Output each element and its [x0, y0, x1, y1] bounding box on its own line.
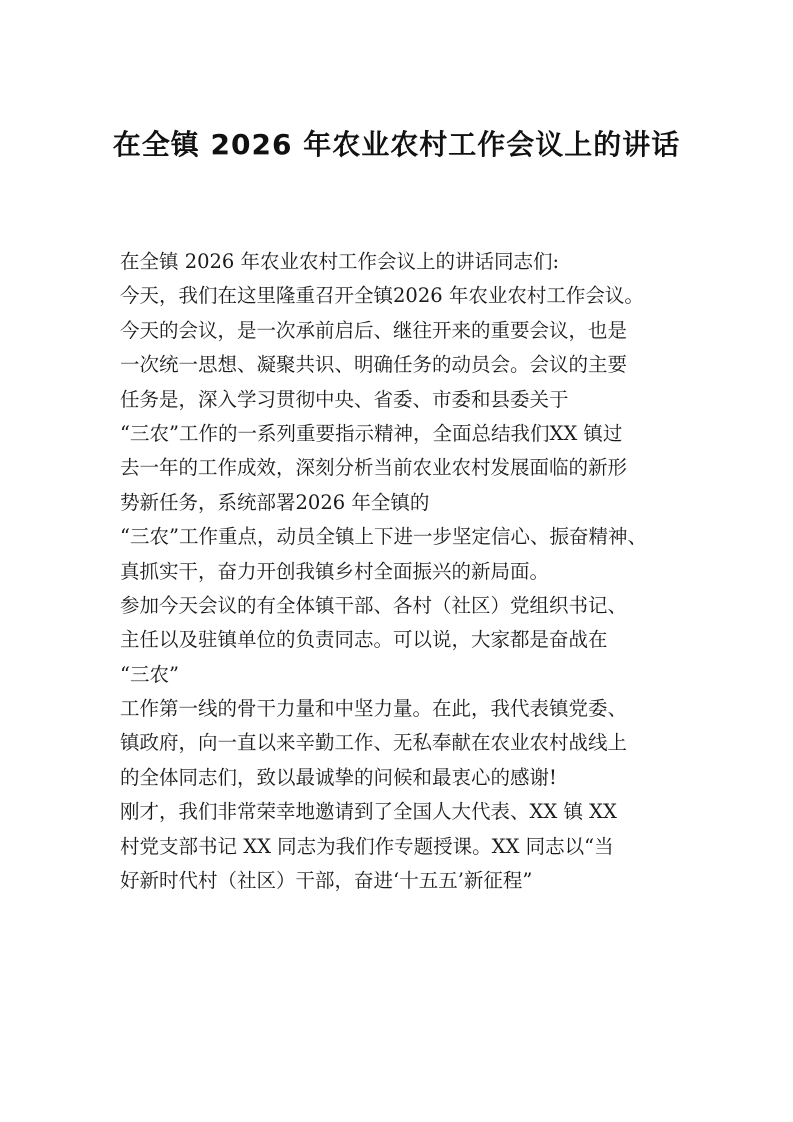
text-line: “三农”工作重点，动员全镇上下进一步坚定信心、振奋精神、: [120, 525, 647, 549]
text-line: 任务是，深入学习贯彻中央、省委、市委和县委关于: [120, 387, 569, 411]
text-line: “三农”: [120, 662, 179, 686]
text-line: 刚才，我们非常荣幸地邀请到了全国人大代表、XX 镇 XX: [120, 800, 617, 824]
text-line: 今天，我们在这里隆重召开全镇2026 年农业农村工作会议。: [120, 284, 644, 308]
text-line: 去一年的工作成效，深刻分析当前农业农村发展面临的新形: [120, 456, 628, 480]
text-line: 村党支部书记 XX 同志为我们作专题授课。XX 同志以“当: [120, 834, 614, 858]
text-line: 的全体同志们，致以最诚挚的问候和最衷心的感谢!: [120, 765, 557, 789]
text-line: 在全镇 2026 年农业农村工作会议上的讲话同志们:: [120, 250, 560, 273]
text-line: 参加今天会议的有全体镇干部、各村（社区）党组织书记、: [120, 593, 628, 617]
document-title: 在全镇 2026 年农业农村工作会议上的讲话: [112, 128, 681, 161]
text-line: 今天的会议，是一次承前启后、继往开来的重要会议，也是: [120, 318, 628, 342]
text-line: 真抓实干，奋力开创我镇乡村全面振兴的新局面。: [120, 559, 550, 583]
text-line: 工作第一线的骨干力量和中坚力量。在此，我代表镇党委、: [120, 697, 628, 721]
text-line: 主任以及驻镇单位的负责同志。可以说，大家都是奋战在: [120, 628, 608, 652]
text-line: 好新时代村（社区）干部，奋进‘十五五’新征程”: [120, 869, 533, 893]
text-line: 势新任务，系统部署2026 年全镇的: [120, 490, 430, 514]
document-body: [120, 245, 680, 898]
text-line: 一次统一思想、凝聚共识、明确任务的动员会。会议的主要: [120, 353, 628, 377]
text-line: 镇政府，向一直以来辛勤工作、无私奉献在农业农村战线上: [120, 731, 628, 755]
text-line: “三农”工作的一系列重要指示精神，全面总结我们XX 镇过: [120, 421, 623, 445]
